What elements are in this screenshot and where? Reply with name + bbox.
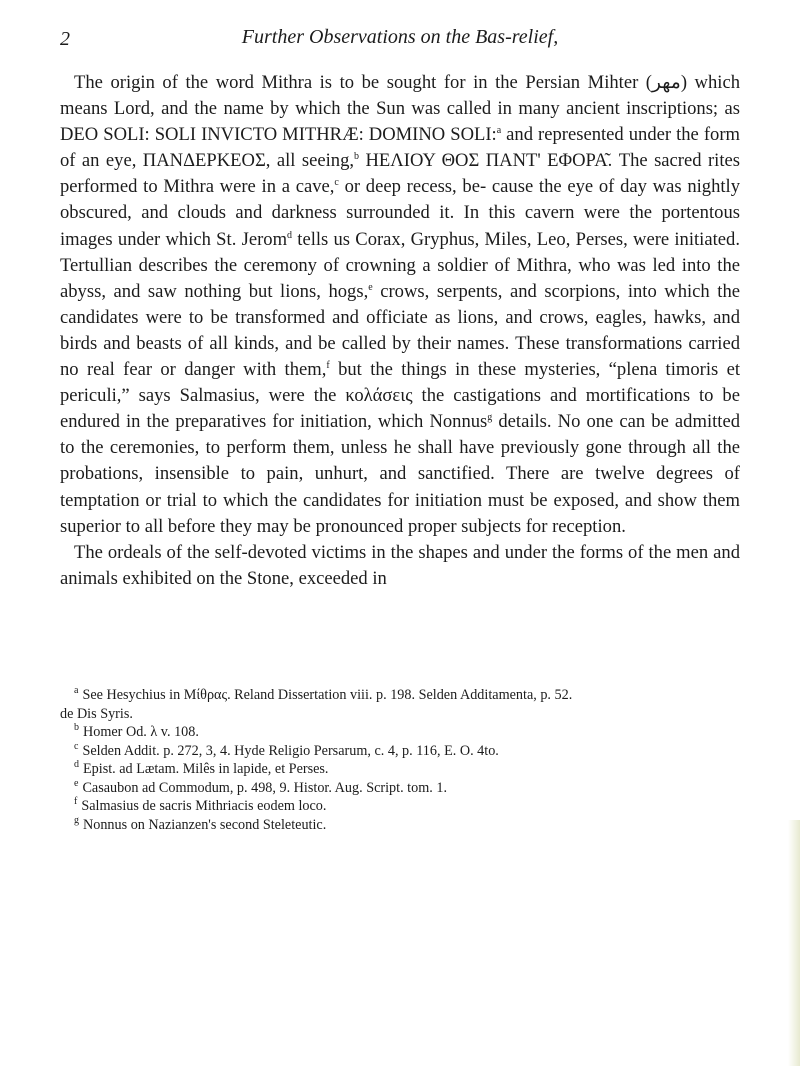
text-line: previously gone through all the probations, insensible to pain, unhurt, [60, 437, 740, 485]
text-line: These transformations carried no real fear or danger with them, [60, 332, 740, 381]
footnote-text: Selden Addit. p. 272, 3, 4. Hyde Religio Persarum, c. 4, p. 116, E. O. 4to. [82, 742, 499, 759]
footnote-d [60, 760, 740, 779]
text-line: cause the eye of day was nightly obscured, and clouds and darkness [60, 176, 741, 224]
text-line: details. No one can [492, 411, 646, 433]
text-line: Mihter (مهر) which means Lord, and the name by which the [60, 72, 740, 120]
text-line: The origin of the word Mithra is to be sought for in the Persian [74, 72, 581, 93]
footnote-mark: d [74, 759, 79, 771]
footnote-ref-a[interactable]: a [496, 125, 502, 136]
footnote-mark: g [74, 814, 79, 826]
footnote-ref-d[interactable]: d [287, 229, 293, 241]
footnote-c [60, 742, 740, 761]
text-line: The ordeals of the self-devoted victims in the shapes and under the [74, 541, 575, 563]
footnote-a [60, 686, 740, 705]
text-line: or deep recess, be- [338, 176, 487, 198]
footnote-text: See Hesychius in Μίθρας. Reland Dissertation viii. p. 198. Selden Additamenta, p. 52. [82, 687, 573, 703]
footnote-ref-f[interactable]: f [326, 359, 330, 371]
footnote-text: Homer Od. λ v. 108. [83, 724, 199, 740]
footnote-g [60, 816, 740, 835]
footnote-a-continued [60, 705, 740, 724]
text-line: but [329, 359, 362, 381]
text-line: of Mithra, who was led into the abyss, and saw nothing but lions, [60, 254, 741, 302]
text-line: superior to all before they may be pronounced proper subjects for [60, 515, 548, 537]
footnote-ref-b[interactable]: b [354, 151, 360, 163]
text-line: Sun was called in many ancient inscriptions; as DEO SOLI: SOLI [60, 98, 740, 146]
text-line: INVICTO MITHRÆ: DOMINO SOLI: [201, 124, 497, 146]
body-text [60, 70, 740, 592]
footnote-ref-g[interactable]: g [487, 412, 493, 424]
footnote-mark: b [74, 722, 79, 734]
footnote-text: Epist. ad Lætam. Milês in lapide, et Perses. [83, 761, 329, 777]
footnote-e [60, 779, 740, 798]
paragraph-2 [60, 540, 740, 592]
text-line: surrounded it. In this cavern were the portentous images under [60, 202, 740, 250]
footnote-mark: f [74, 796, 78, 808]
footnote-mark: c [74, 740, 79, 752]
text-line: and birds and beasts of all kinds, and be called by their names. [60, 306, 740, 354]
text-line: sacred rites performed to Mithra were in a cave, [60, 150, 740, 198]
text-line: initiated. Tertullian describes the ceremony of crowning a soldier [60, 228, 740, 276]
text-line: be admitted to the ceremonies, to perform them, unless he shall have [60, 411, 740, 459]
text-line: which St. Jerom [165, 228, 288, 250]
footnote-mark: e [74, 777, 79, 789]
footnote-f [60, 797, 740, 816]
text-line: the things in these mysteries, “plena timoris et periculi,” says Salmasius, [60, 359, 740, 407]
text-line: crows, serpents, and scorpions, into which the candidates were [60, 280, 740, 328]
text-line: which the candidates for initiation must be exposed, and show them [223, 489, 740, 511]
footnote-text: de Dis Syris. [60, 705, 133, 722]
text-line: hogs, [328, 280, 369, 302]
footnote-text: Nonnus on Nazianzen's second Steleteutic. [83, 816, 327, 833]
text-line: forms of the men and animals exhibited on the Stone, exceeded in [60, 541, 740, 589]
paragraph-1 [60, 70, 740, 540]
footnote-mark: a [74, 685, 79, 697]
running-title: Further Observations on the Bas-relief, [241, 26, 559, 48]
footnote-text: Salmasius de sacris Mithriacis eodem loco. [81, 798, 327, 814]
footnote-b [60, 723, 740, 742]
footnotes [60, 686, 740, 834]
text-line: form of an eye, ΠΑΝΔΕΡΚΕΟΣ, all seeing, [60, 124, 740, 172]
footnote-text: Casaubon ad Commodum, p. 498, 9. Histor. Aug. Script. tom. 1. [82, 779, 447, 796]
text-line: and represented under the [501, 124, 699, 146]
footnote-ref-c[interactable]: c [334, 177, 339, 189]
footnote-ref-e[interactable]: e [368, 281, 373, 293]
page-edge-stain [788, 820, 800, 1066]
text-line: ΗΕΛΙΟΥ ΘΟΣ ΠΑΝΤ' ΕΦΟΡΑ͂. The [359, 150, 648, 172]
text-line: reception. [552, 515, 626, 537]
text-line: the preparatives for initiation, which Nonnus [146, 411, 488, 433]
text-line: to be transformed and officiate as lions, and crows, eagles, hawks, [188, 306, 706, 328]
page-number: 2 [60, 28, 70, 50]
text-line: were the κολάσεις the castigations and mortifications to be endured in [60, 385, 740, 433]
page-header [60, 28, 740, 58]
text-line: and sanctified. There are twelve degrees of temptation or trial to [60, 463, 740, 511]
text-line: tells us Corax, Gryphus, Miles, Leo, Perses, were [292, 228, 670, 250]
